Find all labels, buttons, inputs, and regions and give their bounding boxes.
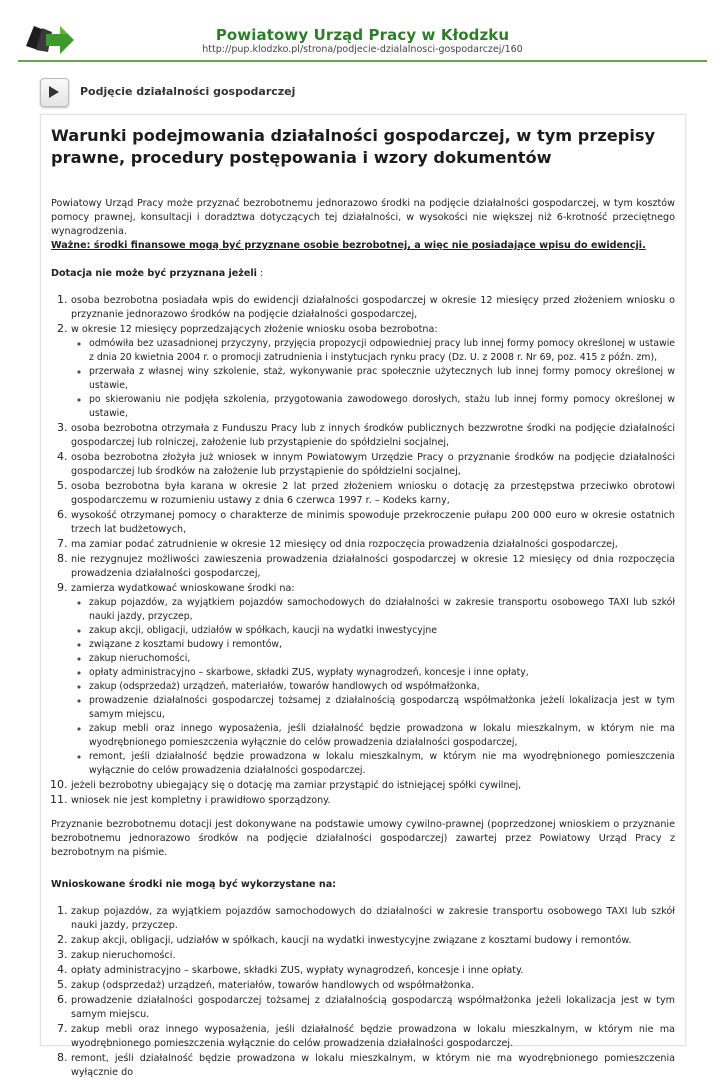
outro-paragraph: Przyznanie bezrobotnemu dotacji jest dokonywane na podstawie umowy cywilno-prawnej (poprzedzonej wnioskiem o przyznanie bezrobotnemu jednorazowo środków na podjęcie działalności gospodarczej) zawartej przez Powiatowy Urząd Pracy z bezrobotnym na piśmie. <box>51 819 675 858</box>
list-item: 3. zakup nieruchomości. <box>71 948 675 963</box>
header-divider <box>18 60 707 62</box>
intro-text: Powiatowy Urząd Pracy może przyznać bezrobotnemu jednorazowo środki na podjęcie działalności gospodarczej, w tym kosztów pomocy prawnej, konsultacji i doradztwa dotyczących tej działalności, w wysokości nie większej niż 6-krotność przeciętnego wynagrodzenia. <box>51 198 675 237</box>
article-body <box>51 197 675 1080</box>
intro-important: Ważne: środki finansowe mogą być przyznane osobie bezrobotnej, a więc nie posiadające wpisu do ewidencji. <box>51 240 646 251</box>
list-item: 5. osoba bezrobotna była karana w okresie 2 lat przed złożeniem wniosku o dotację za przestępstwa przeciwko obrotowi gospodarczemu w rozumieniu ustawy z dnia 6 czerwca 1997 r. – Kodeks karny, <box>71 479 675 508</box>
sub-list-item: ◦ przerwała z własnej winy szkolenie, staż, wykonywanie prac społecznie użytecznych lub innej formy pomocy określonej w ustawie, <box>89 365 675 393</box>
list-item: 8. remont, jeśli działalność będzie prowadzona w lokalu mieszkalnym, w którym nie ma wyodrębnionego pomieszczenia wyłącznie do <box>71 1051 675 1080</box>
list-item: 11. wniosek nie jest kompletny i prawidłowo sporządzony. <box>71 793 675 808</box>
sub-list-item: ◦ remont, jeśli działalność będzie prowadzona w lokalu mieszkalnym, w którym nie ma wyodrębnionego pomieszczenia wyłącznie do celów prowadzenia działalności gospodarczej. <box>89 750 675 778</box>
sub-list-item: ◦ prowadzenie działalności gospodarczej tożsamej z działalnością gospodarczą współmałżonka jeżeli lokalizacja jest w tym samym miejscu, <box>89 694 675 722</box>
list-item: 6. wysokość otrzymanej pomocy o charakterze de minimis spowoduje przekroczenie pułapu 200 000 euro w okresie ostatnich trzech lat budżetowych, <box>71 508 675 537</box>
list-item: 7. zakup mebli oraz innego wyposażenia, jeśli działalność będzie prowadzona w lokalu mieszkalnym, w którym nie ma wyodrębnionego pomieszczenia wyłącznie do celów prowadzenia działalności gospodarczej. <box>71 1022 675 1051</box>
site-url[interactable]: http://pup.klodzko.pl/strona/podjecie-dzialalnosci-gospodarczej/160 <box>202 44 523 55</box>
sub-list-item: ◦ zakup pojazdów, za wyjątkiem pojazdów samochodowych do działalności w zakresie transportu osobowego TAXI lub szkół nauki jazdy, przyczep, <box>89 596 675 624</box>
sub-list-item: ◦ zakup nieruchomości, <box>89 652 675 666</box>
list-item: 10. jeżeli bezrobotny ubiegający się o dotację ma zamiar przystąpić do istniejącej spółki cywilnej, <box>71 778 675 793</box>
page-title: Warunki podejmowania działalności gospodarczej, w tym przepisy prawne, procedury postępowania i wzory dokumentów <box>51 126 656 167</box>
list-item <box>71 322 675 421</box>
site-header <box>0 0 725 62</box>
site-title[interactable]: Powiatowy Urząd Pracy w Kłodzku <box>215 26 510 44</box>
list-item-text: zamierza wydatkować wnioskowane środki na: <box>71 583 295 594</box>
sub-list-item: ◦ zakup akcji, obligacji, udziałów w spółkach, kaucji na wydatki inwestycyjne <box>89 624 675 638</box>
list-item: 1. osoba bezrobotna posiadała wpis do ewidencji działalności gospodarczej w okresie 12 miesięcy przed złożeniem wniosku o przyznanie jednorazowo środków na podjęcie działalności gospodarczej, <box>71 293 675 322</box>
breadcrumb-button[interactable] <box>40 78 69 107</box>
intro-paragraph <box>51 197 675 253</box>
list-item: 7. ma zamiar podać zatrudnienie w okresie 12 miesięcy od dnia rozpoczęcia prowadzenia działalności gospodarczej, <box>71 537 675 552</box>
content-card <box>40 114 686 1078</box>
section2-list <box>51 904 675 1080</box>
section1-heading-text: Dotacja nie może być przyznana jeżeli <box>51 268 257 279</box>
list-item <box>71 581 675 778</box>
sub-list-item: ◦ zakup mebli oraz innego wyposażenia, jeśli działalność będzie prowadzona w lokalu mieszkalnym, w którym nie ma wyodrębnionego pomieszczenia wyłącznie do celów prowadzenia działalności gospodarczej, <box>89 722 675 750</box>
list-item: 6. prowadzenie działalności gospodarczej tożsamej z działalnością gospodarczą współmałżonka jeżeli lokalizacja jest w tym samym miejscu. <box>71 993 675 1022</box>
list-item: 3. osoba bezrobotna otrzymała z Funduszu Pracy lub z innych środków publicznych bezzwrotne środki na podjęcie działalności gospodarczej lub rolniczej, założenie lub przystąpienie do spółdzielni socjalnej, <box>71 421 675 450</box>
breadcrumb-label[interactable]: Podjęcie działalności gospodarczej <box>80 85 296 98</box>
sub-list-item: ◦ opłaty administracyjno – skarbowe, składki ZUS, wypłaty wynagrodzeń, koncesje i inne opłaty, <box>89 666 675 680</box>
list-item: 1. zakup pojazdów, za wyjątkiem pojazdów samochodowych do działalności w zakresie transportu osobowego TAXI lub szkół nauki jazdy, przyczep. <box>71 904 675 933</box>
section1-heading <box>51 267 675 281</box>
list-item: 2. zakup akcji, obligacji, udziałów w spółkach, kaucji na wydatki inwestycyjne związane z kosztami budowy i remontów. <box>71 933 675 948</box>
sub-list-item: ◦ związane z kosztami budowy i remontów, <box>89 638 675 652</box>
section1-list <box>51 293 675 808</box>
list-item: 4. opłaty administracyjno – skarbowe, składki ZUS, wypłaty wynagrodzeń, koncesje i inne opłaty. <box>71 963 675 978</box>
list-item: 4. osoba bezrobotna złożyła już wniosek w innym Powiatowym Urzędzie Pracy o przyznanie środków na podjęcie działalności gospodarczej lub środków na założenie lub przystąpienie do spółdzielni socjalnej, <box>71 450 675 479</box>
list-item-text: w okresie 12 miesięcy poprzedzających złożenie wniosku osoba bezrobotna: <box>71 324 438 335</box>
section2-heading: Wnioskowane środki nie mogą być wykorzystane na: <box>51 879 337 890</box>
section1-heading-suffix: : <box>256 268 264 279</box>
list-item: 5. zakup (odsprzedaż) urządzeń, materiałów, towarów handlowych od współmałżonka. <box>71 978 675 993</box>
sub-list-item: ◦ odmówiła bez uzasadnionej przyczyny, przyjęcia propozycji odpowiedniej pracy lub innej formy pomocy określonej w ustawie z dnia 20 kwietnia 2004 r. o promocji zatrudnienia i instytucjach rynku pracy (Dz. U. z 2008 r. Nr 69, poz. 415 z późn. zm), <box>89 337 675 365</box>
sub-list-item: ◦ po skierowaniu nie podjęła szkolenia, przygotowania zawodowego dorosłych, stażu lub innej formy pomocy określonej w ustawie, <box>89 393 675 421</box>
sub-list-item: ◦ zakup (odsprzedaż) urządzeń, materiałów, towarów handlowych od współmałżonka, <box>89 680 675 694</box>
sub-list <box>71 337 675 421</box>
play-arrow-icon <box>49 86 59 98</box>
sub-list <box>71 596 675 778</box>
list-item: 8. nie rezygnujez możliwości zawieszenia prowadzenia działalności gospodarczej w okresie 12 miesięcy od dnia rozpoczęcia prowadzenia działalności gospodarczej, <box>71 552 675 581</box>
